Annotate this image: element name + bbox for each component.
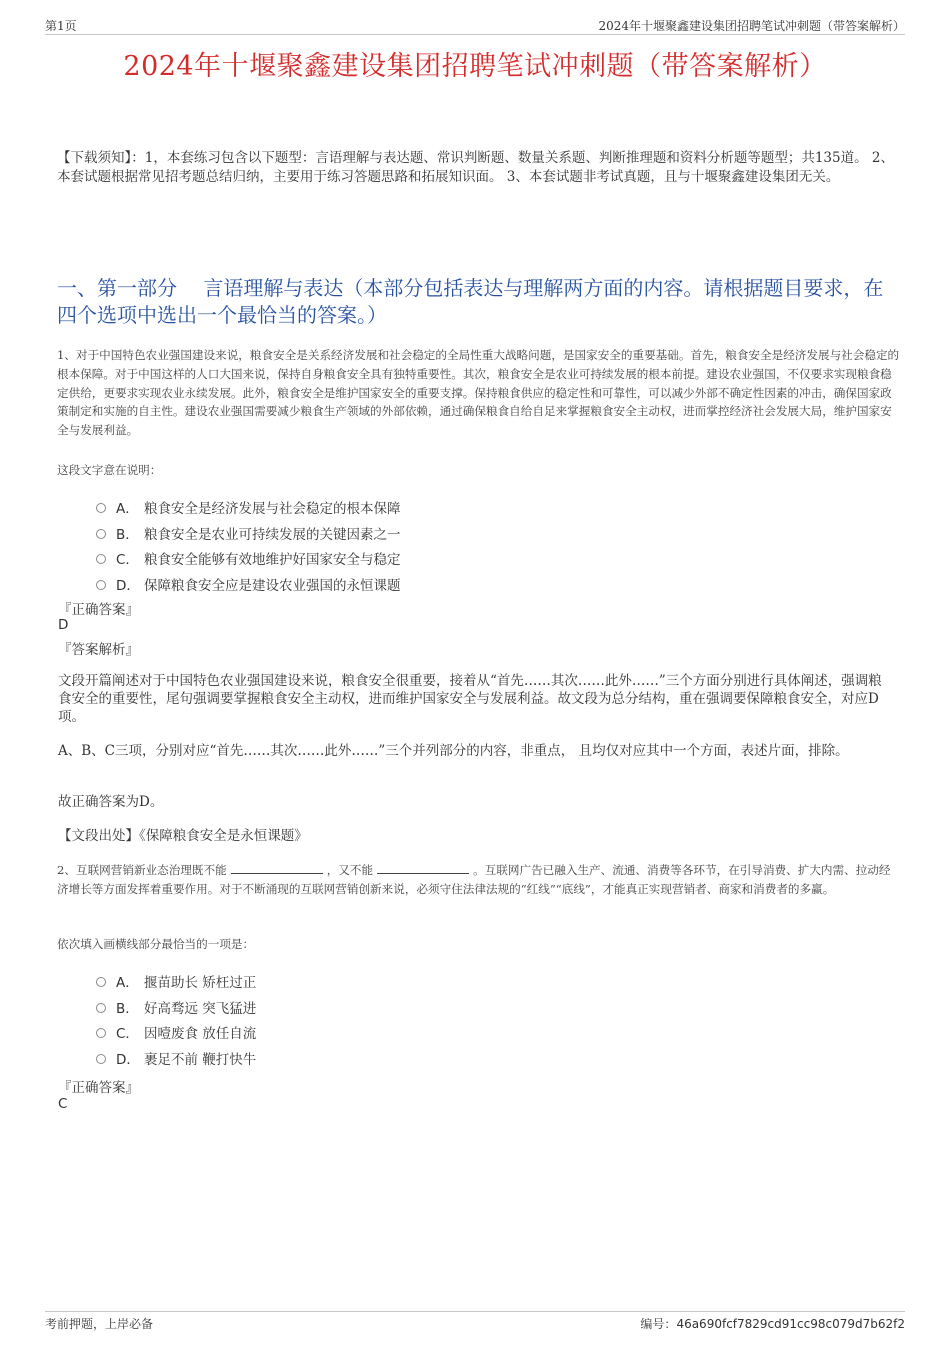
- page-header: [45, 14, 905, 35]
- q1-source: 【文段出处】《保障粮食安全是永恒课题》: [58, 828, 308, 844]
- fill-blank: [377, 861, 469, 874]
- q1-option-c[interactable]: C． 粮食安全能够有效地维护好国家安全与稳定: [96, 546, 796, 572]
- download-notice: 【下载须知】：1，本套练习包含以下题型：言语理解与表达题、常识判断题、数量关系题、判断推理题和资料分析题等题型；共135道。 2、本套试题根据常见招考题总结归纳，主要用于练习答题思路和拓展知识面。 3、本套试题非考试真题，且与十堰聚鑫建设集团无关。: [57, 150, 894, 185]
- q2-answer: C: [58, 1096, 68, 1112]
- section-heading: 一、第一部分 言语理解与表达（本部分包括表达与理解两方面的内容。请根据题目要求，在四个选项中选出一个最恰当的答案。）: [57, 276, 884, 327]
- page-number: 第1页: [45, 19, 77, 33]
- q1-answer-label: 『正确答案』: [58, 602, 139, 618]
- radio-icon[interactable]: [96, 554, 106, 564]
- radio-icon[interactable]: [96, 1003, 106, 1013]
- q2-passage: 2、互联网营销新业态治理既不能 ，又不能 。互联网广告已融入生产、流通、消费等各环节，在引导消费、扩大内需、拉动经济增长等方面发挥着重要作用。对于不断涌现的互联网营销创新来说，必须守住法律法规的“红线”“底线”，才能真正实现营销者、商家和消费者的多赢。: [57, 863, 891, 896]
- q1-analysis-2: A、B、C三项，分别对应“首先……其次……此外……”三个并列部分的内容，非重点， 且均仅对应其中一个方面，表述片面，排除。: [58, 743, 849, 759]
- footer-code: 编号：46a690fcf7829cd91cc98c079d7b62f2: [640, 1317, 905, 1331]
- fill-blank: [231, 861, 323, 874]
- document-title: 2024年十堰聚鑫建设集团招聘笔试冲刺题（带答案解析）: [123, 51, 827, 82]
- q1-passage: 1、对于中国特色农业强国建设来说，粮食安全是关系经济发展和社会稳定的全局性重大战略问题，是国家安全的重要基础。首先，粮食安全是经济发展与社会稳定的根本保障。对于中国这样的人口大国来说，保持自身粮食安全具有独特重要性。其次，粮食安全是农业可持续发展的根本前提。建设农业强国，不仅要求实现粮食稳定供给，更要求实现农业永续发展。此外，粮食安全是维护国家安全的重要支撑。保持粮食供应的稳定性和可靠性，可以减少外部不确定性因素的冲击，确保国家政策制定和实施的自主性。建设农业强国需要减少粮食生产领域的外部依赖，通过确保粮食自给自足来掌握粮食安全主动权，进而掌控经济社会发展大局，维护国家安全与发展利益。: [57, 348, 900, 438]
- q2-option-d[interactable]: D． 裹足不前 鞭打快牛: [96, 1046, 796, 1072]
- radio-icon[interactable]: [96, 529, 106, 539]
- radio-icon[interactable]: [96, 1054, 106, 1064]
- page-footer: [45, 1311, 905, 1334]
- q1-analysis-3: 故正确答案为D。: [58, 794, 164, 810]
- q1-option-b[interactable]: B． 粮食安全是农业可持续发展的关键因素之一: [96, 521, 796, 547]
- q2-option-c[interactable]: C． 因噎废食 放任自流: [96, 1020, 796, 1046]
- q1-answer: D: [58, 617, 69, 633]
- radio-icon[interactable]: [96, 580, 106, 590]
- q1-option-a[interactable]: A． 粮食安全是经济发展与社会稳定的根本保障: [96, 495, 796, 521]
- q2-option-a[interactable]: A． 揠苗助长 矫枉过正: [96, 969, 796, 995]
- q1-options: [96, 495, 796, 597]
- q1-option-d[interactable]: D． 保障粮食安全应是建设农业强国的永恒课题: [96, 572, 796, 598]
- q1-analysis-1: 文段开篇阐述对于中国特色农业强国建设来说，粮食安全很重要，接着从“首先……其次……此外……”三个方面分别进行具体阐述，强调粮食安全的重要性，尾句强调要掌握粮食安全主动权，进而维护国家安全与发展利益。故文段为总分结构，重在强调要保障粮食安全，对应D项。: [58, 673, 882, 725]
- q2-answer-label: 『正确答案』: [58, 1080, 139, 1096]
- radio-icon[interactable]: [96, 503, 106, 513]
- radio-icon[interactable]: [96, 1028, 106, 1038]
- footer-slogan: 考前押题，上岸必备: [45, 1317, 154, 1331]
- q2-options: [96, 969, 796, 1071]
- q1-prompt: 这段文字意在说明：: [57, 463, 162, 477]
- q2-option-b[interactable]: B． 好高骛远 突飞猛进: [96, 995, 796, 1021]
- header-doc-title: 2024年十堰聚鑫建设集团招聘笔试冲刺题（带答案解析）: [598, 19, 905, 33]
- radio-icon[interactable]: [96, 977, 106, 987]
- q2-prompt: 依次填入画横线部分最恰当的一项是：: [57, 937, 255, 951]
- q1-analysis-label: 『答案解析』: [58, 642, 139, 658]
